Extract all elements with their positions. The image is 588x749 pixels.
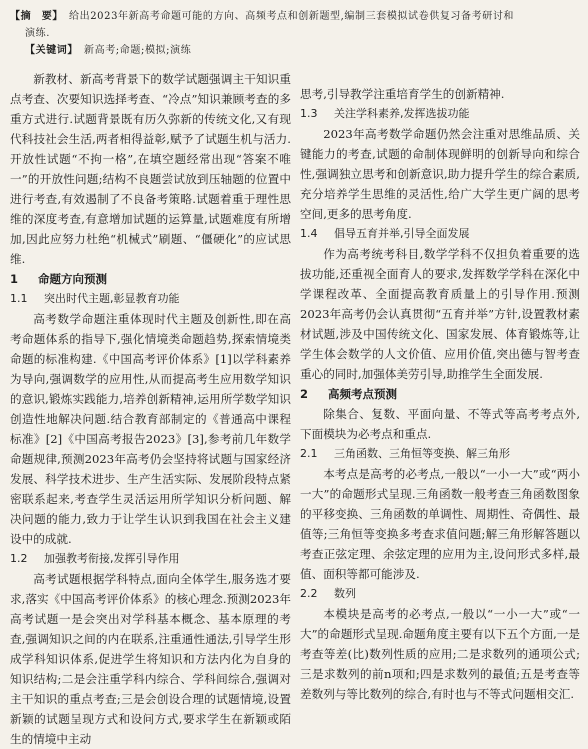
section-1-4-heading: 1.4 倡导五育并举,引导全面发展 <box>300 227 470 240</box>
section-1-heading: 1 命题方向预测 <box>10 272 107 286</box>
section-1-4-paragraph: 作为高考统考科目,数学学科不仅担负着重要的选拔功能,还重视全面育人的要求,发挥数学学科在深化中学课程改革、全面提高教育质量上的引导作用.预测2023年高考仍会认真贯彻“五育并举”方针,设置教材素材试题,涉及中国传统文化、国家发展、体育锻炼等,让学生体会数学的人文价值、应用价值,突出德与智考查重心的同时,加强体美劳引导,助推学生全面发展. <box>300 247 580 381</box>
abstract-line-1: 给出2023年新高考命题可能的方向、高频考点和创新题型,编制三套模拟试卷供复习备考研讨和 <box>69 11 515 22</box>
section-2-2-heading: 2.2 数列 <box>300 587 356 600</box>
right-column <box>300 84 580 704</box>
continuation-paragraph: 思考,引导教学注重培育学生的创新精神. <box>300 87 505 101</box>
section-2-heading: 2 高频考点预测 <box>300 387 397 401</box>
section-2-2-paragraph: 本模块是高考的必考点,一般以“一小一大”或“一大”的命题形式呈现.命题角度主要有以下五个方面,一是考查等差(比)数列性质的应用;二是求数列的通项公式;三是求数列的前n项和;四是求数列的最值;五是考查等差数列与等比数列的综合,有时也与不等式问题相交汇. <box>300 607 580 701</box>
abstract-tag: 【摘 要】 <box>10 11 63 22</box>
section-1-1-paragraph: 高考数学命题注重体现时代主题及创新性,即在高考命题体系的指导下,强化情境类命题趋势,探索情境类命题的标准构建.《中国高考评价体系》[1]以学科素养为导向,强调数学的应用性,从而提高考生应用数学知识的意识,锻炼实践能力,培养创新精神,运用所学数学知识创造性地解决问题.结合教育部制定的《普通高中课程标准》[2]《中国高考报告2023》[3],参考前几年数学命题规律,预测2023年高考仍会坚持将试题与国家经济发展、科学技术进步、生产生活实际、发展阶段特点紧密联系起来,考查学生灵活运用所学知识分析问题、解决问题的能力,致力于让学生认识到我国在社会主义建设中的成就. <box>10 312 291 546</box>
keywords-tag: 【关键词】 <box>25 45 78 56</box>
keywords-text: 新高考;命题;模拟;演练 <box>84 45 192 56</box>
left-column <box>10 69 291 749</box>
section-2-1-heading: 2.1 三角函数、三角恒等变换、解三角形 <box>300 447 510 460</box>
section-2-1-paragraph: 本考点是高考的必考点,一般以“一小一大”或“两小一大”的命题形式呈现.三角函数一般考查三角函数图象的平移变换、三角函数的单调性、周期性、奇偶性、最值等;三角恒等变换多考查求值问题;解三角形解答题以考查正弦定理、余弦定理的应用为主,设问形式多样,最值、面积等都可能涉及. <box>300 467 580 581</box>
section-2-intro: 除集合、复数、平面向量、不等式等高考考点外,下面模块为必考点和重点. <box>300 407 580 441</box>
abstract-block <box>10 8 578 59</box>
section-1-1-heading: 1.1 突出时代主题,彰显教育功能 <box>10 292 180 305</box>
abstract-line-2: 演练. <box>25 28 50 39</box>
intro-paragraph: 新教材、新高考背景下的数学试题强调主干知识重点考查、次要知识选择考查、“冷点”知识兼顾考查的多重方式进行.试题背景既有历久弥新的传统文化,又有现代科技社会生活,两者相得益彰,赋予了试题生机与活力.开放性试题“不拘一格”,在填空题经常出现“答案不唯一”的开放性问题;结构不良题尝试放到压轴题的位置中进行考查,有效遏制了不良备考策略.试题着重于理性思维的深度考查,有意增加试题的运算量,试题难度有所增加,因此应努力杜绝“机械式”刷题、“僵硬化”的应试思维. <box>10 72 291 266</box>
section-1-2-paragraph: 高考试题根据学科特点,面向全体学生,服务选才要求,落实《中国高考评价体系》的核心理念.预测2023年高考试题一是会突出对学科基本概念、基本原理的考查,强调知识之间的内在联系,注重通性通法,引导学生形成学科知识体系,促进学生将知识和方法内化为自身的知识结构;二是会注重学科内综合、学科间综合,强调对主干知识的重点考查;三是会创设合理的试题情境,设置新颖的试题呈现方式和设问方式,要求学生在新颖或陌生的情境中主动 <box>10 572 291 746</box>
section-1-2-heading: 1.2 加强教考衔接,发挥引导作用 <box>10 552 180 565</box>
section-1-3-heading: 1.3 关注学科素养,发挥选拔功能 <box>300 107 470 120</box>
section-1-3-paragraph: 2023年高考数学命题仍然会注重对思维品质、关键能力的考查,试题的命制体现鲜明的创新导向和综合性,强调独立思考和创新意识,助力提升学生的综合素质,充分培养学生思维的灵活性,给广大学生更广阔的思考空间,更多的思考角度. <box>300 127 580 221</box>
